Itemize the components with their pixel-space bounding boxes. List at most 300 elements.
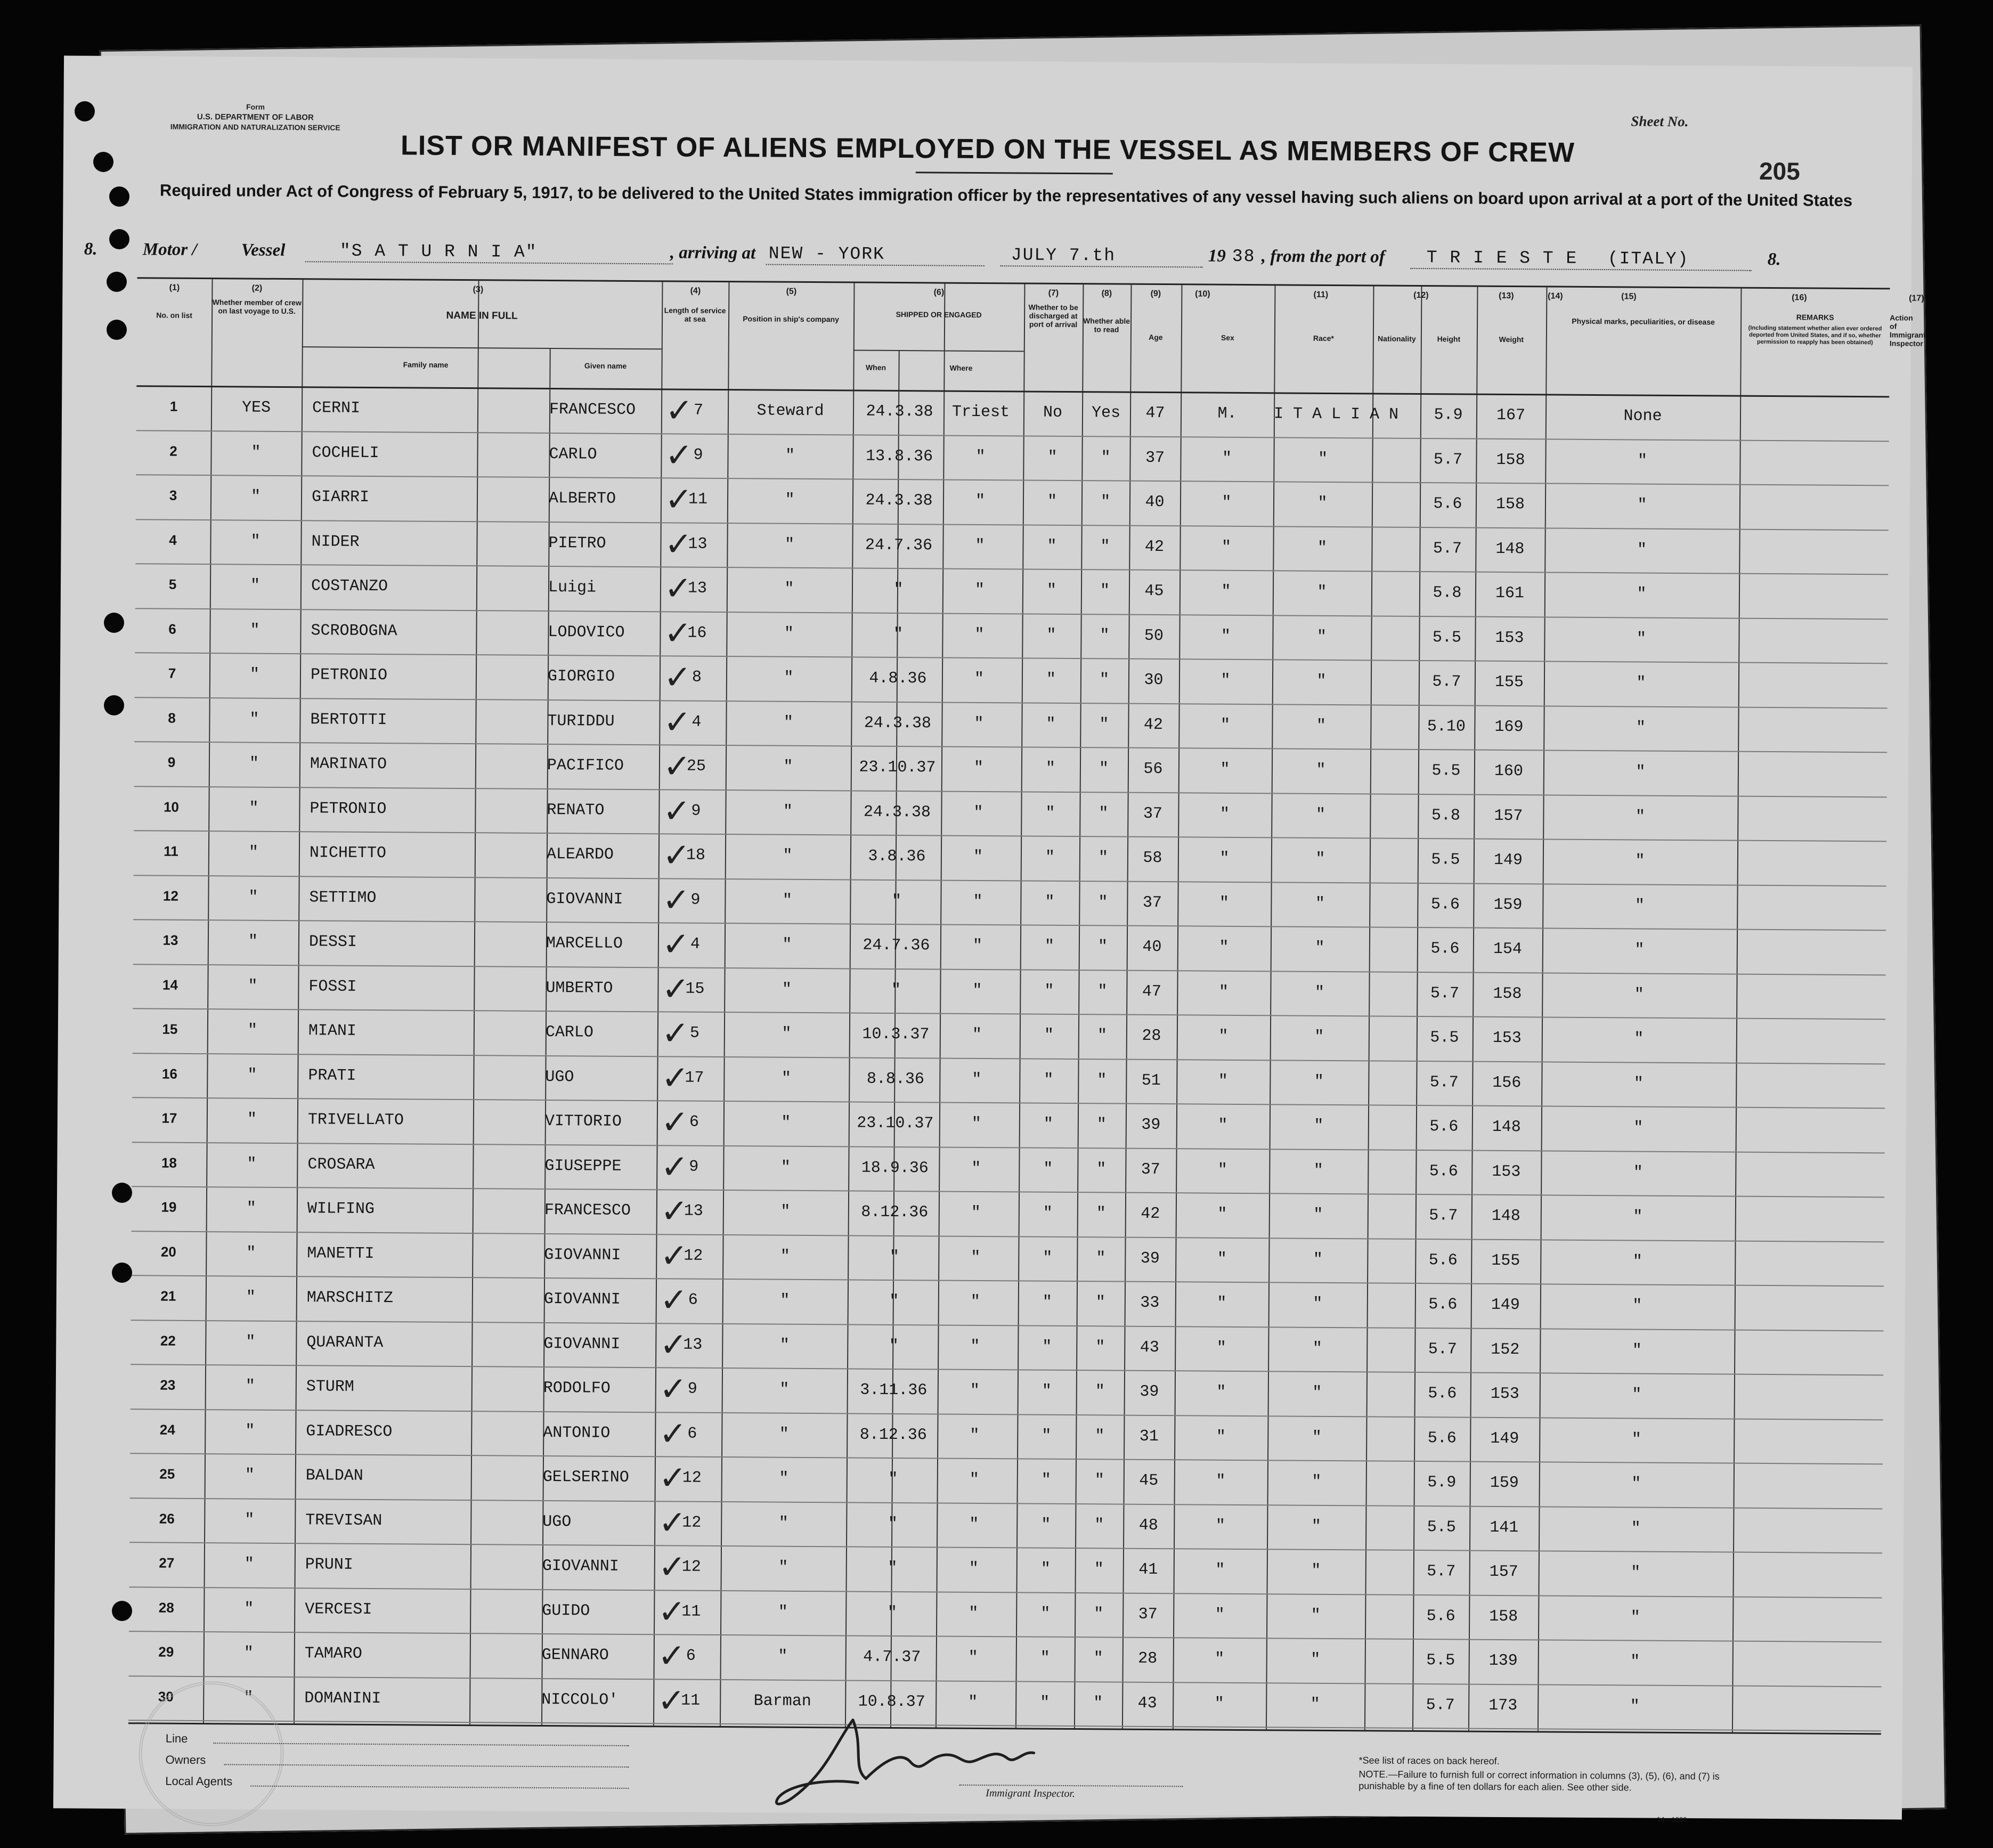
- height: 5.7: [1433, 450, 1463, 469]
- physical-marks: ": [1630, 1608, 1640, 1627]
- race: ": [1315, 850, 1325, 868]
- service-length: 6: [687, 1424, 697, 1443]
- sex: M.: [1217, 404, 1237, 423]
- shipped-when: 4.8.36: [869, 669, 927, 688]
- checkmark-icon: ✓: [663, 746, 692, 786]
- age: 42: [1141, 1204, 1160, 1224]
- checkmark-icon: ✓: [658, 1591, 686, 1631]
- remarks-note: (Including statement whether alien ever ordered deported from United States, and if so, whether permission to reapply has been obtained): [1748, 324, 1882, 346]
- sex: ": [1216, 1339, 1226, 1357]
- position: ": [784, 580, 794, 598]
- shipped-when: ": [887, 1603, 897, 1622]
- crew-flag: ": [248, 932, 258, 951]
- given-name: VITTORIO: [544, 1112, 622, 1131]
- discharged: ": [1040, 1649, 1050, 1667]
- family-name: DOMANINI: [304, 1689, 381, 1708]
- physical-marks: ": [1634, 985, 1644, 1004]
- able-to-read: ": [1094, 1605, 1104, 1623]
- discharged: ": [1043, 1160, 1053, 1178]
- page-title: LIST OR MANIFEST OF ALIENS EMPLOYED ON THE VESSEL AS MEMBERS OF CREW: [400, 130, 1575, 168]
- row-number: 23: [160, 1377, 176, 1393]
- able-to-read: Yes: [1091, 404, 1121, 422]
- height: 5.6: [1433, 495, 1462, 514]
- position: ": [780, 1158, 791, 1177]
- discharged: ": [1047, 537, 1057, 556]
- family-name: NICHETTO: [309, 844, 387, 863]
- shipped-where: ": [968, 1693, 978, 1712]
- given-name: GIOVANNI: [543, 1334, 621, 1354]
- race: ": [1314, 1072, 1324, 1091]
- race-header: Race*: [1313, 333, 1334, 343]
- family-name: MANETTI: [307, 1244, 375, 1263]
- able-to-read: ": [1095, 1382, 1105, 1401]
- shipped-when: ": [888, 1559, 898, 1578]
- age: 42: [1144, 538, 1165, 556]
- crew-flag: ": [249, 665, 260, 684]
- able-to-read: ": [1093, 1649, 1103, 1668]
- discharged: ": [1041, 1471, 1051, 1489]
- column-number: (16): [1792, 293, 1807, 303]
- shipped-when: 24.3.38: [864, 714, 932, 732]
- height-header: Height: [1437, 335, 1461, 344]
- family-name: BALDAN: [305, 1467, 363, 1485]
- age: 37: [1143, 804, 1163, 823]
- column-number: (9): [1150, 289, 1161, 299]
- family-name-header: Family name: [403, 360, 449, 369]
- service-length: 6: [686, 1647, 696, 1665]
- shipped-where: ": [972, 981, 982, 1000]
- weight: 148: [1491, 1207, 1520, 1226]
- able-to-read: ": [1096, 1116, 1107, 1134]
- checkmark-icon: ✓: [664, 524, 693, 564]
- checkmark-icon: ✓: [659, 1413, 687, 1453]
- given-name: FRANCESCO: [549, 401, 636, 419]
- height: 5.6: [1428, 1296, 1458, 1314]
- weight: 153: [1495, 629, 1524, 647]
- shipped-where: ": [970, 1426, 980, 1445]
- checkmark-icon: ✓: [662, 924, 690, 964]
- crew-table: [128, 277, 1926, 1735]
- service-length: 16: [687, 624, 707, 642]
- shipped-where: ": [974, 581, 985, 600]
- shipped-where: ": [974, 714, 984, 733]
- discharged: ": [1046, 670, 1056, 689]
- service-length: 13: [687, 579, 707, 598]
- binder-hole: [104, 695, 124, 715]
- discharged: ": [1043, 1249, 1053, 1267]
- crew-flag: ": [244, 1600, 254, 1618]
- physical-marks: ": [1634, 941, 1645, 959]
- discharged: ": [1044, 937, 1055, 956]
- shipped-when: ": [889, 1337, 899, 1355]
- able-to-read: ": [1096, 1204, 1106, 1223]
- position: ": [782, 935, 792, 954]
- shipped-when: ": [889, 1248, 899, 1266]
- title-underline: [916, 172, 1113, 174]
- service-length: 12: [684, 1247, 703, 1265]
- shipped-when: 24.3.38: [866, 402, 933, 421]
- physical-marks: ": [1633, 1163, 1643, 1182]
- vessel-label: Vessel: [241, 240, 286, 260]
- row-number: 15: [162, 1021, 178, 1037]
- checkmark-icon: ✓: [659, 1369, 687, 1409]
- shipped-where: ": [968, 1648, 978, 1667]
- service-length: 9: [690, 891, 701, 909]
- family-name: STURM: [306, 1378, 354, 1396]
- discharged: ": [1046, 581, 1057, 600]
- arrival-date: JULY 7.th: [1011, 245, 1116, 266]
- sex-header: Sex: [1221, 333, 1234, 342]
- crew-flag: ": [245, 1466, 255, 1485]
- given-name: GIOVANNI: [544, 1245, 621, 1265]
- able-to-read: ": [1097, 982, 1108, 1000]
- shipped-when: 24.3.38: [863, 803, 931, 821]
- height: 5.6: [1430, 895, 1460, 914]
- shipped-when: 8.12.36: [859, 1426, 927, 1444]
- height: 5.6: [1429, 1162, 1458, 1181]
- departure-country: (ITALY): [1607, 249, 1689, 270]
- able-to-read: ": [1096, 1160, 1107, 1178]
- discharged: ": [1040, 1694, 1050, 1712]
- race: ": [1312, 1339, 1322, 1358]
- sex: ": [1222, 493, 1232, 512]
- service-length: 8: [692, 668, 702, 687]
- position: ": [779, 1425, 789, 1444]
- race: ": [1314, 1117, 1324, 1135]
- owners-label: Owners: [165, 1753, 206, 1767]
- shipped-when: 10.8.37: [858, 1692, 925, 1711]
- crew-last-voyage-header: Whether member of crew on last voyage to U.S.: [212, 298, 302, 316]
- family-name: TAMARO: [304, 1645, 362, 1663]
- length-service-header: Length of service at sea: [664, 306, 726, 323]
- position: ": [782, 891, 793, 910]
- able-to-read-header: Whether able to read: [1083, 316, 1130, 334]
- race: ": [1315, 939, 1325, 957]
- family-name: MARSCHITZ: [306, 1289, 393, 1308]
- race: ": [1314, 983, 1324, 1002]
- position: Barman: [753, 1691, 811, 1711]
- shipped-when: ": [888, 1470, 898, 1489]
- column-number: (4): [690, 286, 701, 296]
- height: 5.7: [1432, 673, 1461, 691]
- physical-marks: ": [1634, 896, 1645, 915]
- family-name: QUARANTA: [306, 1333, 384, 1352]
- weight: 153: [1492, 1029, 1522, 1048]
- given-name: MARCELLO: [546, 934, 623, 953]
- discharged: ": [1044, 1026, 1054, 1045]
- crew-flag: ": [245, 1377, 255, 1396]
- able-to-read: ": [1098, 849, 1109, 867]
- arriving-port: NEW - YORK: [768, 243, 885, 264]
- discharged: ": [1040, 1605, 1051, 1623]
- checkmark-icon: ✓: [661, 1013, 690, 1053]
- row-number: 6: [168, 621, 176, 637]
- sex: ": [1215, 1650, 1225, 1668]
- crew-flag: ": [246, 1288, 256, 1307]
- crew-flag: ": [250, 532, 261, 551]
- height: 5.6: [1426, 1607, 1455, 1625]
- discharged: No: [1043, 403, 1063, 422]
- crew-flag: ": [246, 1333, 256, 1352]
- family-name: DESSI: [308, 933, 357, 951]
- family-name: COCHELI: [312, 443, 379, 462]
- row-number: 16: [161, 1065, 177, 1082]
- service-label: IMMIGRATION AND NATURALIZATION SERVICE: [170, 122, 340, 132]
- departure-port: T R I E S T E: [1426, 248, 1578, 268]
- binder-hole: [109, 229, 129, 249]
- service-length: 25: [686, 757, 706, 776]
- service-length: 6: [688, 1291, 698, 1309]
- family-name: GIADRESCO: [306, 1422, 393, 1441]
- checkmark-icon: ✓: [663, 657, 692, 697]
- weight: 148: [1492, 1118, 1521, 1137]
- row-number: 8: [168, 710, 176, 726]
- race: ": [1315, 894, 1325, 913]
- row-number: 4: [169, 532, 177, 548]
- service-length: 13: [683, 1336, 703, 1354]
- checkmark-icon: ✓: [662, 880, 690, 919]
- age: 39: [1141, 1116, 1161, 1135]
- row-number: 25: [159, 1466, 175, 1482]
- position: ": [780, 1291, 790, 1310]
- row-number: 5: [168, 576, 177, 592]
- no-on-list-header: No. on list: [156, 311, 192, 320]
- race: ": [1316, 672, 1327, 690]
- given-name: ALEARDO: [546, 845, 614, 864]
- age: 45: [1144, 582, 1164, 601]
- shipped-when: 3.8.36: [868, 847, 926, 866]
- family-name: PRATI: [308, 1066, 356, 1085]
- height: 5.7: [1427, 1562, 1456, 1581]
- weight: 158: [1489, 1607, 1518, 1626]
- physical-marks: ": [1633, 1119, 1644, 1137]
- service-length: 12: [682, 1513, 702, 1532]
- able-to-read: ": [1094, 1560, 1104, 1579]
- weight: 158: [1496, 451, 1525, 469]
- crew-flag: ": [248, 888, 258, 907]
- sheet-number-label: Sheet No.: [1631, 113, 1689, 130]
- sex: ": [1220, 716, 1231, 735]
- shipped-where: ": [969, 1604, 979, 1623]
- age: 43: [1140, 1338, 1159, 1357]
- given-name: UGO: [545, 1068, 574, 1086]
- sex: ": [1215, 1561, 1225, 1580]
- name-in-full-header: NAME IN FULL: [446, 310, 518, 322]
- position: ": [783, 846, 793, 865]
- able-to-read: ": [1095, 1427, 1105, 1445]
- position: ": [781, 1113, 791, 1132]
- shipped-when: 23.10.37: [857, 1114, 934, 1133]
- able-to-read: ": [1097, 938, 1108, 956]
- family-name: SETTIMO: [309, 888, 377, 907]
- penalty-note: NOTE.—Failure to furnish full or correct information in columns (3), (5), (6), and (7) is punishable by a fine of ten dollars for each alien. See other side.: [1359, 1769, 1720, 1793]
- shipped-when: 23.10.37: [859, 758, 936, 777]
- checkmark-icon: ✓: [663, 791, 691, 831]
- age-header: Age: [1149, 332, 1163, 342]
- able-to-read: ": [1094, 1516, 1104, 1534]
- shipped-where: ": [972, 1070, 982, 1089]
- weight: 173: [1488, 1696, 1518, 1715]
- able-to-read: ": [1100, 493, 1111, 511]
- position: ": [783, 713, 794, 732]
- position: ": [782, 1024, 792, 1043]
- sex: ": [1220, 760, 1230, 779]
- weight: 156: [1492, 1073, 1522, 1092]
- discharged: ": [1042, 1427, 1052, 1445]
- row-number: 10: [163, 799, 180, 815]
- column-number: (17): [1909, 294, 1924, 303]
- checkmark-icon: ✓: [661, 1102, 689, 1142]
- family-name: WILFING: [307, 1200, 375, 1219]
- motor-label: Motor /: [142, 240, 197, 259]
- crew-flag: ": [243, 1689, 254, 1707]
- height: 5.5: [1432, 628, 1462, 647]
- position: ": [780, 1247, 790, 1266]
- age: 30: [1144, 671, 1164, 690]
- given-name: GIOVANNI: [542, 1557, 619, 1576]
- able-to-read: ": [1099, 760, 1109, 778]
- position: ": [785, 491, 795, 509]
- column-number: (10): [1195, 289, 1210, 299]
- row-number: 3: [169, 487, 177, 503]
- physical-marks: ": [1632, 1297, 1642, 1315]
- service-length: 18: [686, 846, 706, 865]
- position: ": [784, 624, 794, 643]
- checkmark-icon: ✓: [664, 568, 693, 608]
- row-number: 2: [169, 443, 177, 459]
- service-length: 12: [681, 1558, 701, 1576]
- physical-marks: ": [1630, 1697, 1640, 1716]
- shipped-where: ": [973, 848, 983, 866]
- checkmark-icon: ✓: [660, 1191, 689, 1231]
- discharged: ": [1044, 982, 1054, 1000]
- physical-marks: ": [1637, 540, 1647, 559]
- given-name: Luigi: [548, 579, 597, 597]
- sex: ": [1219, 894, 1230, 913]
- service-length: 11: [688, 490, 708, 509]
- binder-hole: [112, 1183, 132, 1203]
- weight: 141: [1490, 1518, 1519, 1537]
- shipped-where: ": [975, 536, 985, 555]
- shipped-when: 4.7.37: [863, 1648, 921, 1667]
- row-number: 21: [160, 1288, 176, 1304]
- race: ": [1315, 805, 1326, 824]
- crew-flag: ": [246, 1199, 256, 1218]
- race: ": [1317, 583, 1327, 601]
- physical-header: Physical marks, peculiarities, or disease: [1572, 316, 1715, 327]
- checkmark-icon: ✓: [658, 1502, 687, 1542]
- sex: ": [1221, 627, 1231, 646]
- physical-marks: ": [1636, 763, 1646, 781]
- family-name: PRUNI: [305, 1556, 353, 1574]
- position: ": [783, 758, 793, 776]
- race: ": [1313, 1206, 1323, 1224]
- age: 39: [1140, 1382, 1159, 1402]
- sex: ": [1214, 1695, 1224, 1713]
- physical-marks: ": [1637, 585, 1647, 604]
- row-number: 20: [160, 1243, 176, 1260]
- shipped-when: 10.3.37: [862, 1025, 930, 1044]
- sex: ": [1216, 1428, 1226, 1446]
- position: ": [778, 1603, 788, 1622]
- position: Steward: [756, 402, 824, 421]
- shipped-when: ": [891, 892, 902, 910]
- age: 37: [1141, 1160, 1160, 1179]
- age: 28: [1138, 1649, 1158, 1668]
- checkmark-icon: ✓: [665, 390, 694, 430]
- able-to-read: ": [1097, 1071, 1107, 1089]
- binder-hole: [112, 1601, 132, 1621]
- crew-flag: ": [248, 843, 259, 862]
- service-length: 9: [691, 802, 701, 820]
- age: 31: [1139, 1427, 1159, 1446]
- family-name: PETRONIO: [310, 799, 387, 818]
- vessel-line: 8. Motor / Vessel "S A T U R N I A" , arriving at NEW - YORK JULY 7.th 19 38 , from the port of T R I E S T E (ITALY) 8.: [63, 239, 1911, 277]
- given-name: RENATO: [547, 801, 605, 820]
- sex: ": [1217, 1161, 1227, 1179]
- family-name: VERCESI: [305, 1600, 372, 1619]
- sex: ": [1219, 938, 1229, 957]
- row-number: 24: [159, 1421, 175, 1438]
- service-length: 13: [688, 535, 707, 553]
- column-number: (1): [169, 283, 180, 292]
- age: 51: [1141, 1071, 1161, 1090]
- line-label: Line: [165, 1731, 188, 1745]
- discharged: ": [1045, 893, 1055, 911]
- shipped-when: 24.7.36: [863, 936, 930, 955]
- binder-hole: [75, 101, 95, 121]
- sex: ": [1222, 449, 1232, 468]
- age: 37: [1142, 893, 1162, 912]
- checkmark-icon: ✓: [665, 435, 693, 475]
- weight: 149: [1493, 851, 1523, 870]
- given-name: GIOVANNI: [543, 1290, 621, 1309]
- checkmark-icon: ✓: [660, 1324, 688, 1364]
- shipped-when: 3.11.36: [860, 1381, 928, 1400]
- checkmark-icon: ✓: [664, 613, 692, 653]
- binder-hole: [107, 320, 127, 340]
- column-number: (12): [1413, 290, 1429, 300]
- race: ": [1316, 628, 1327, 646]
- position: ": [779, 1469, 789, 1488]
- physical-marks: ": [1631, 1564, 1641, 1582]
- binder-hole: [104, 613, 124, 633]
- crew-flag: ": [250, 487, 261, 506]
- checkmark-icon: ✓: [658, 1458, 687, 1497]
- crew-flag: YES: [241, 398, 271, 417]
- height: 5.5: [1427, 1518, 1456, 1536]
- given-name: GIOVANNI: [546, 890, 623, 909]
- discharged: ": [1043, 1115, 1053, 1134]
- where-header: Where: [949, 363, 973, 372]
- given-name: ANTONIO: [543, 1423, 611, 1443]
- weight: 149: [1491, 1296, 1520, 1315]
- weight: 139: [1488, 1651, 1518, 1671]
- given-name: FRANCESCO: [544, 1201, 631, 1220]
- shipped-where: ": [972, 937, 983, 955]
- crew-flag: ": [249, 710, 259, 729]
- shipped-when: ": [889, 1292, 899, 1311]
- shipped-when: ": [893, 580, 904, 599]
- age: 40: [1142, 938, 1162, 957]
- height: 5.8: [1433, 584, 1462, 603]
- able-to-read: ": [1095, 1293, 1105, 1312]
- service-length: 11: [681, 1602, 701, 1621]
- family-name: FOSSI: [308, 977, 357, 996]
- checkmark-icon: ✓: [657, 1680, 686, 1720]
- row-number: 11: [164, 843, 178, 859]
- checkmark-icon: ✓: [660, 1280, 688, 1320]
